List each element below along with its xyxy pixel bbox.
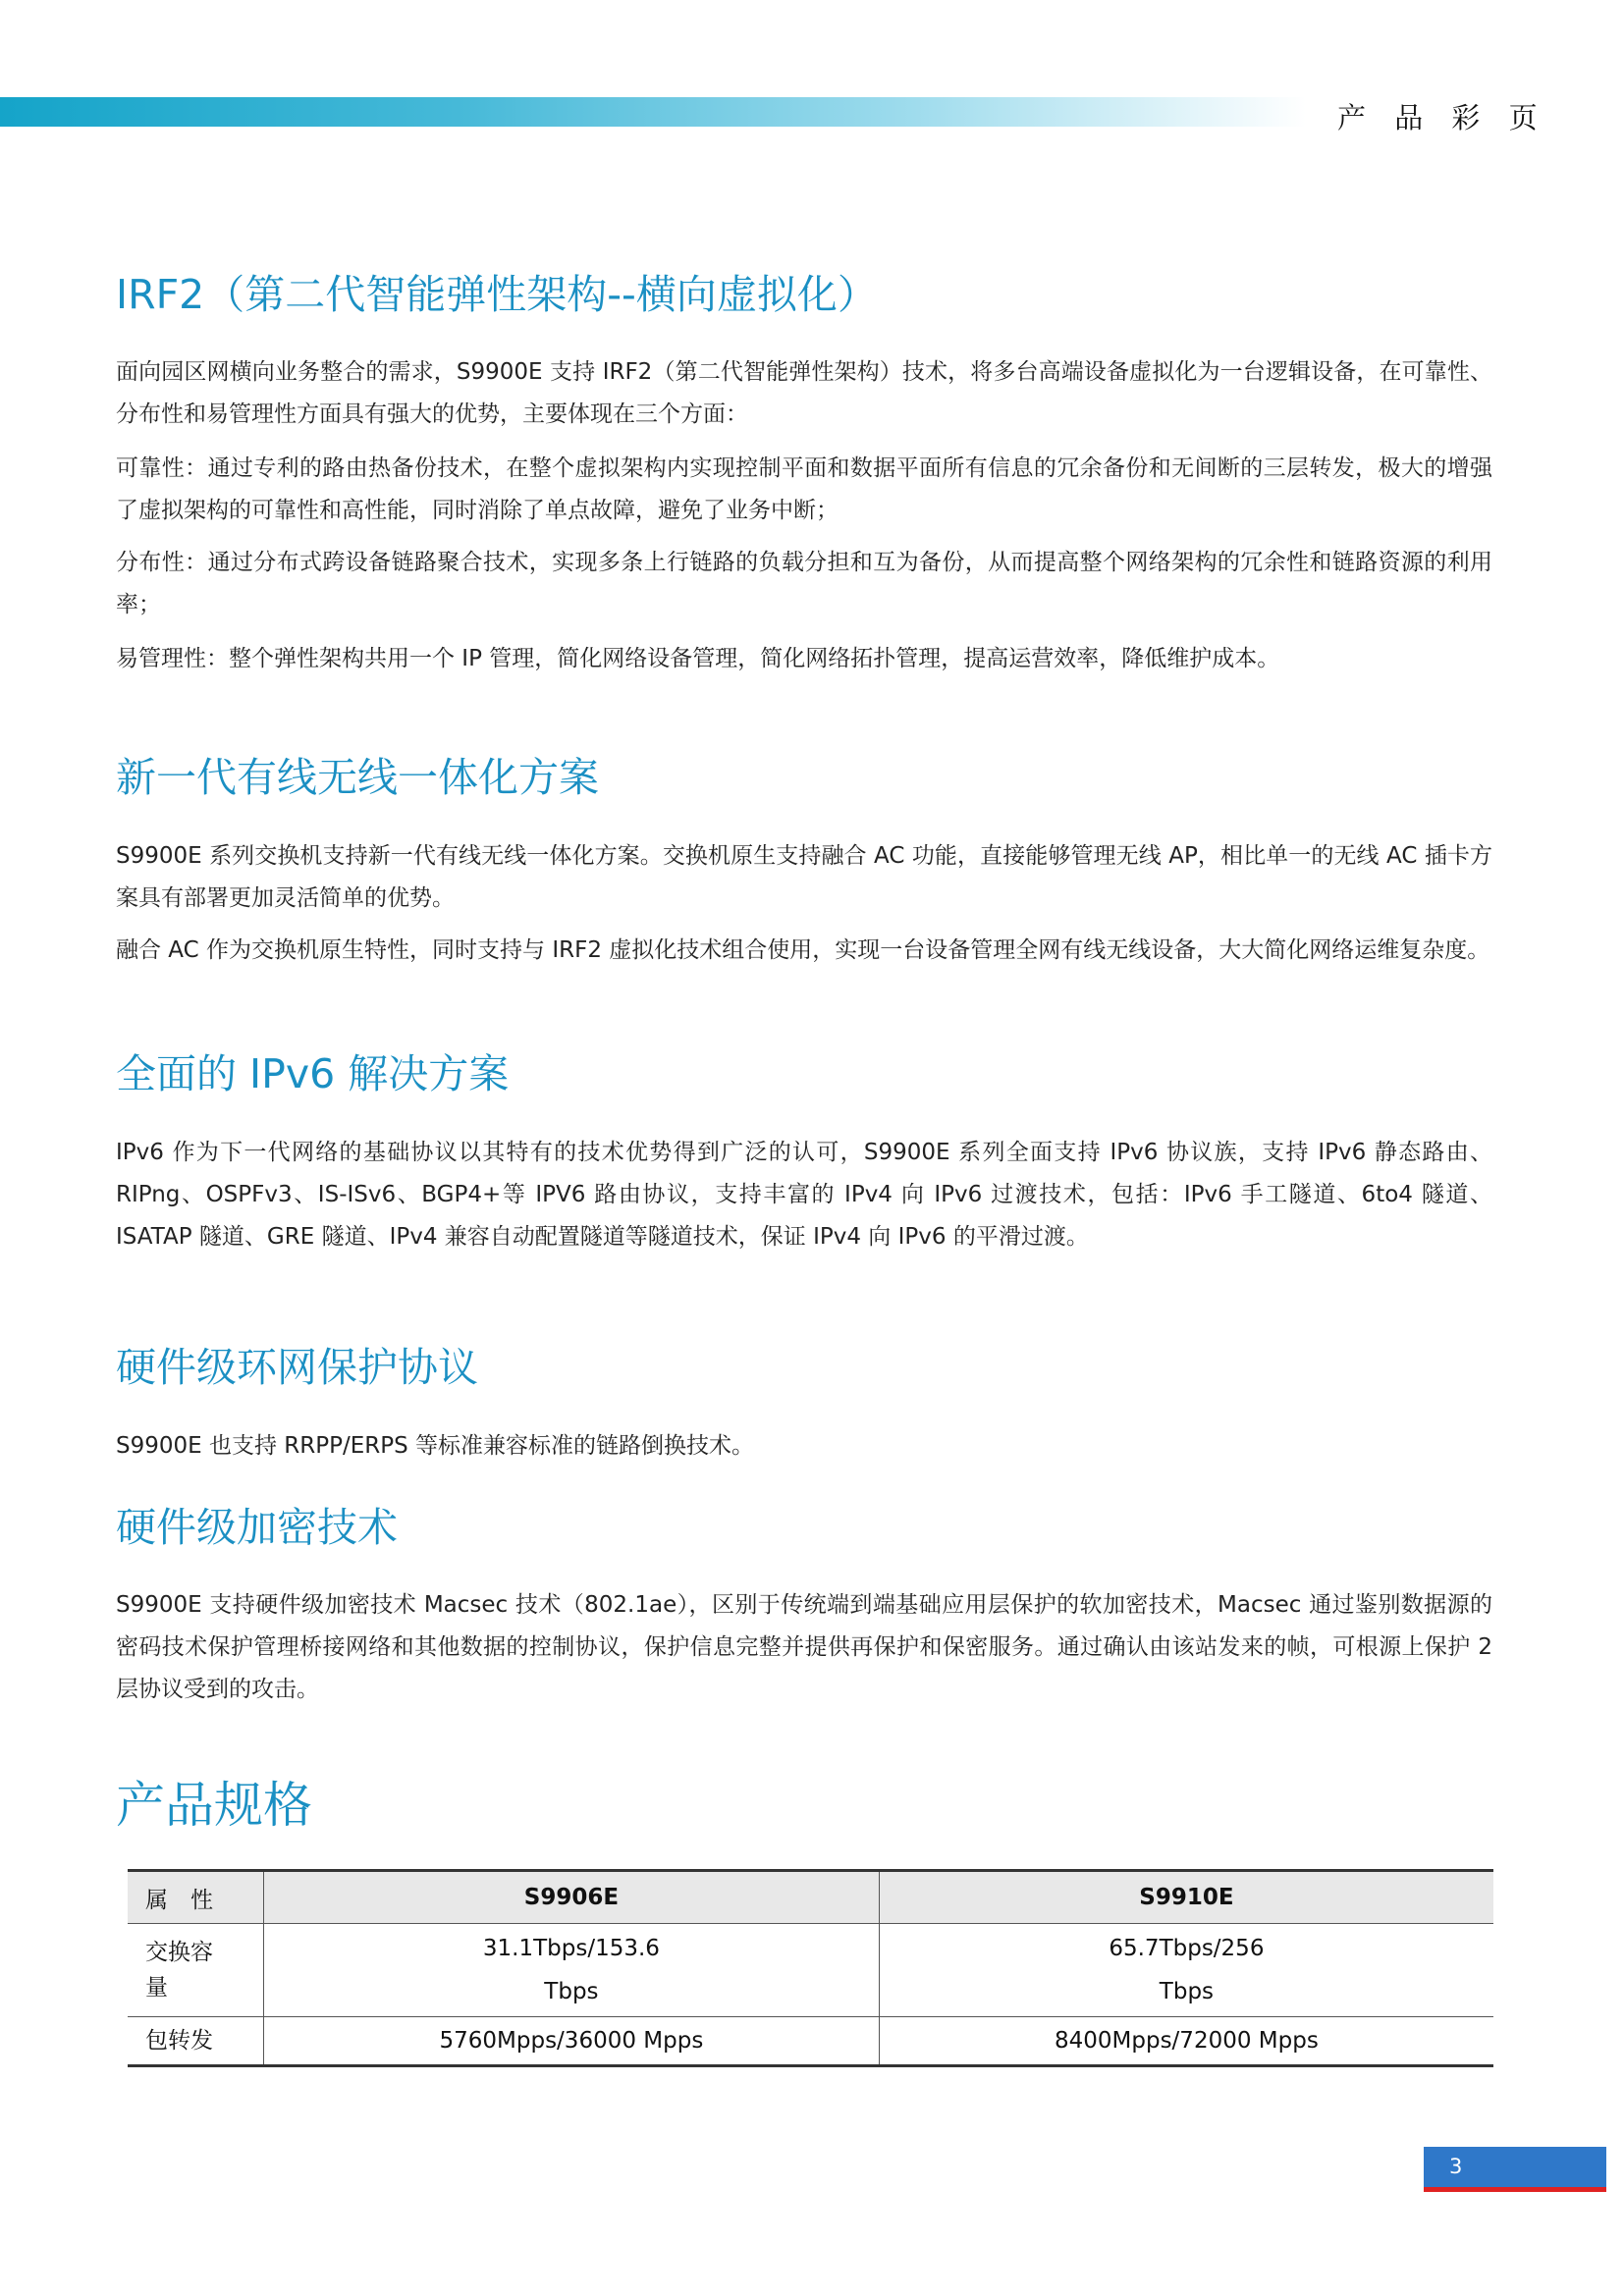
cell-switching-capacity-s9910e: [879, 1924, 1493, 2017]
irf2-reliability-paragraph: 可靠性：通过专利的路由热备份技术，在整个虚拟架构内实现控制平面和数据平面所有信息的冗余备份和无间断的三层转发，极大的增强了虚拟架构的可靠性和高性能，同时消除了单点故障，避免了业务中断；: [116, 455, 1492, 523]
irf2-distribution-paragraph: 分布性：通过分布式跨设备链路聚合技术，实现多条上行链路的负载分担和互为备份，从而提高整个网络架构的冗余性和链路资源的利用率；: [116, 550, 1492, 617]
cell-packet-forwarding-s9910e: 8400Mpps/72000 Mpps: [879, 2017, 1493, 2066]
header-cell-s9906e: S9906E: [264, 1871, 880, 1924]
wired-wireless-paragraph-2: 融合 AC 作为交换机原生特性，同时支持与 IRF2 虚拟化技术组合使用，实现一台设备管理全网有线无线设备，大大简化网络运维复杂度。: [116, 937, 1490, 963]
cell-text-line: Tbps: [1159, 1979, 1215, 2004]
section-title-specs: 产品规格: [116, 1777, 312, 1834]
spec-table: [128, 1869, 1493, 2067]
section-title-ipv6: 全面的 IPv6 解决方案: [116, 1050, 510, 1097]
irf2-intro-paragraph: 面向园区网横向业务整合的需求，S9900E 支持 IRF2（第二代智能弹性架构）技术，将多台高端设备虚拟化为一台逻辑设备，在可靠性、分布性和易管理性方面具有强大的优势，主要体现在三个方面：: [116, 359, 1492, 427]
header-cell-s9910e: S9910E: [879, 1871, 1493, 1924]
header-label: 产 品 彩 页: [1337, 101, 1547, 134]
cell-text-line: 交换容: [145, 1940, 213, 1965]
cell-packet-forwarding-label: 包转发: [145, 2028, 213, 2054]
page-number-badge: [1424, 2147, 1606, 2192]
spec-table-header-row: [128, 1871, 1493, 1924]
section-title-encryption: 硬件级加密技术: [116, 1504, 398, 1551]
header-cell-attribute: 属 性: [128, 1871, 264, 1924]
header-gradient-bar: [0, 97, 1306, 127]
page-number: 3: [1449, 2155, 1463, 2178]
cell-text-line: 31.1Tbps/153.6: [482, 1936, 660, 1961]
cell-text-line: 量: [145, 1975, 168, 2001]
cell-text-line: 65.7Tbps/256: [1109, 1936, 1265, 1961]
cell-packet-forwarding-s9906e: 5760Mpps/36000 Mpps: [264, 2017, 880, 2066]
table-row: [128, 2017, 1493, 2066]
encryption-paragraph: S9900E 支持硬件级加密技术 Macsec 技术（802.1ae），区别于传统端到端基础应用层保护的软加密技术，Macsec 通过鉴别数据源的密码技术保护管理桥接网络和其他数据的控制协议，保护信息完整并提供再保护和保密服务。通过确认由该站发来的帧，可根源上保护 2 层协议受到的攻击。: [116, 1592, 1492, 1702]
section-title-ring-protection: 硬件级环网保护协议: [116, 1344, 478, 1391]
section-title-wired-wireless: 新一代有线无线一体化方案: [116, 754, 599, 801]
irf2-manageability-paragraph: 易管理性：整个弹性架构共用一个 IP 管理，简化网络设备管理，简化网络拓扑管理，提高运营效率，降低维护成本。: [116, 646, 1280, 671]
cell-switching-capacity-label: [128, 1924, 264, 2017]
ipv6-paragraph: IPv6 作为下一代网络的基础协议以其特有的技术优势得到广泛的认可，S9900E 系列全面支持 IPv6 协议族，支持 IPv6 静态路由、RIPng、OSPFv3、IS-ISv6、BGP4+等 IPV6 路由协议，支持丰富的 IPv4 向 IPv6 过渡技术，包括：IPv6 手工隧道、6to4 隧道、ISATAP 隧道、GRE 隧道、IPv4 兼容自动配置隧道等隧道技术，保证 IPv4 向 IPv6 的平滑过渡。: [116, 1140, 1492, 1250]
section-title-irf2: IRF2（第二代智能弹性架构--横向虚拟化）: [116, 271, 878, 318]
cell-text-line: Tbps: [544, 1979, 599, 2004]
cell-switching-capacity-s9906e: [264, 1924, 880, 2017]
table-row: [128, 1924, 1493, 2017]
wired-wireless-paragraph-1: S9900E 系列交换机支持新一代有线无线一体化方案。交换机原生支持融合 AC 功能，直接能够管理无线 AP，相比单一的无线 AC 插卡方案具有部署更加灵活简单的优势。: [116, 843, 1492, 911]
ring-protection-paragraph: S9900E 也支持 RRPP/ERPS 等标准兼容标准的链路倒换技术。: [116, 1433, 755, 1459]
